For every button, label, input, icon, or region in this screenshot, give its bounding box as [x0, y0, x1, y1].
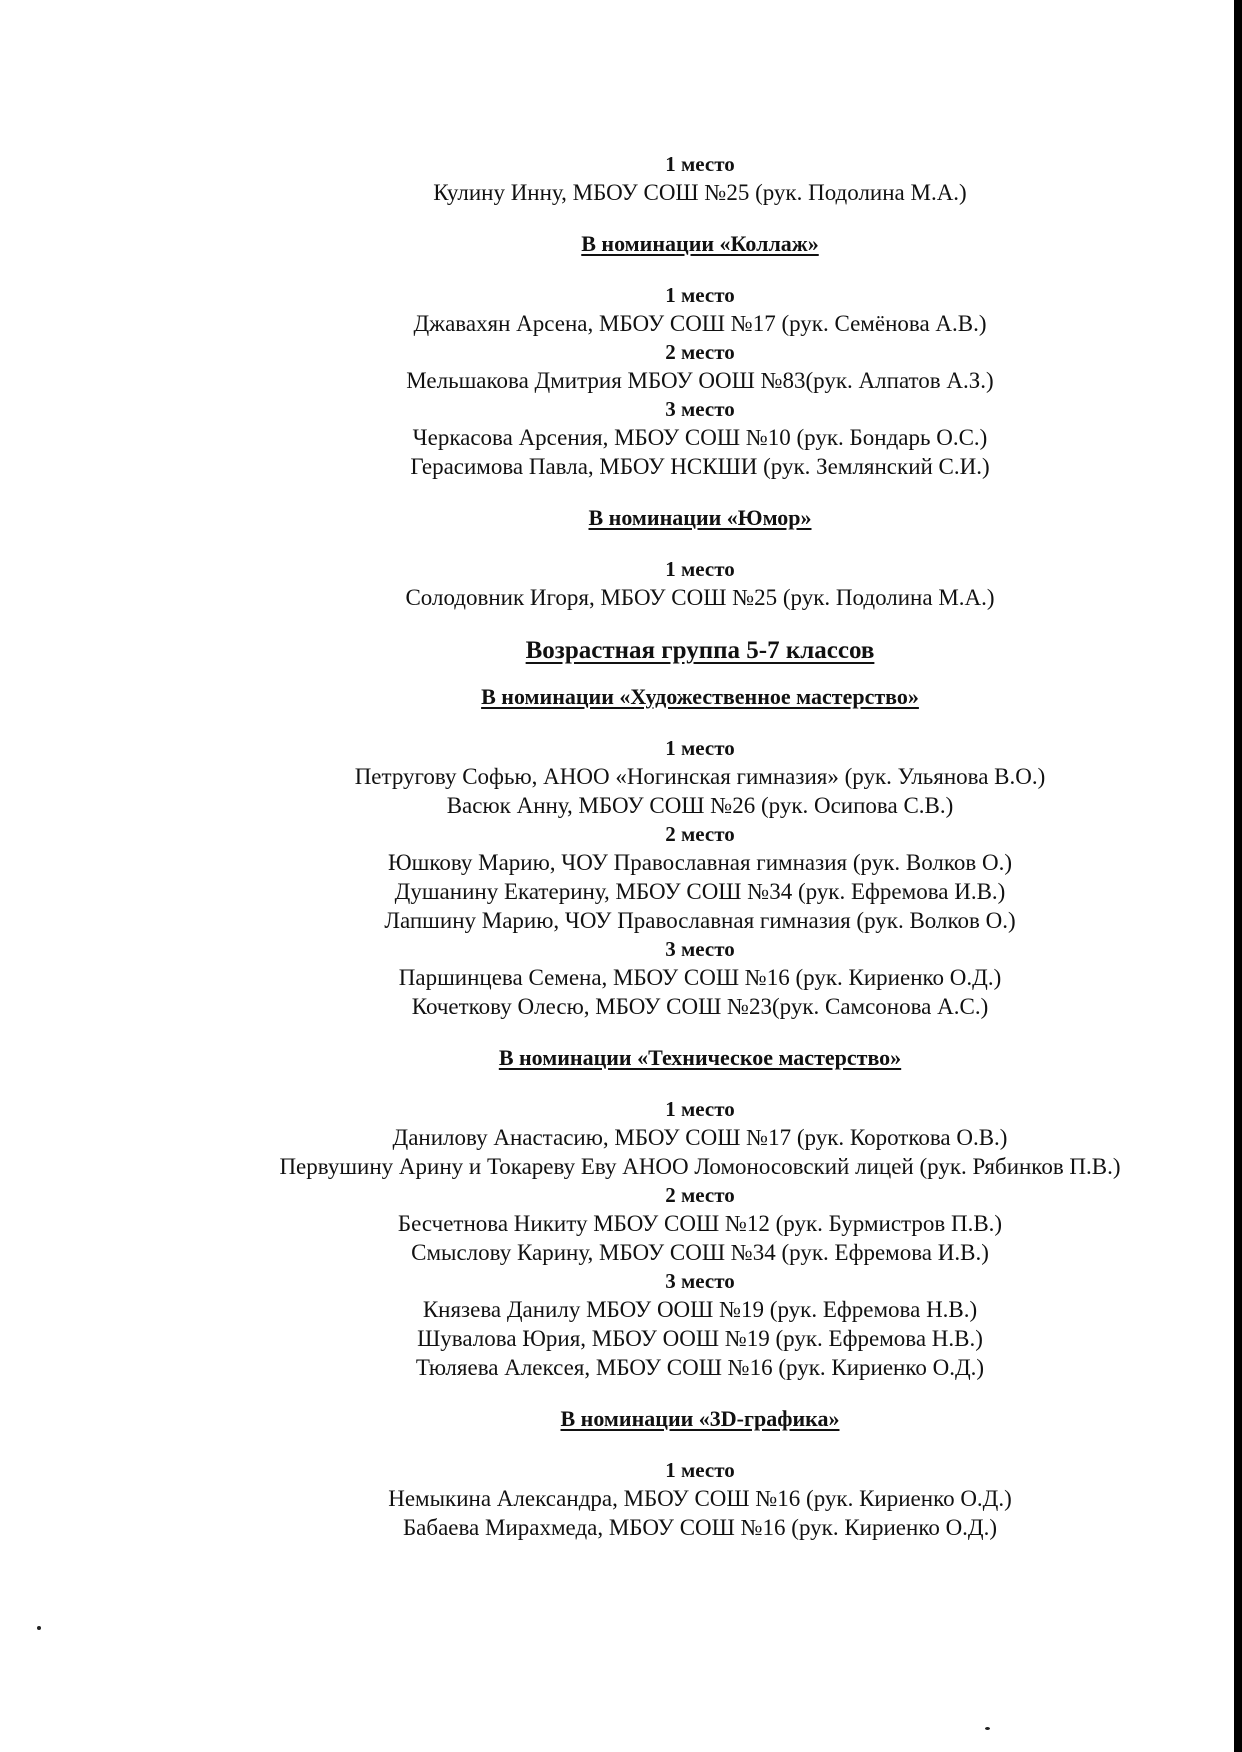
- nomination-art-title: В номинации «Художественное мастерство»: [481, 684, 919, 709]
- nomination-3d-title: В номинации «3D-графика»: [560, 1406, 840, 1431]
- winner-entry: Васюк Анну, МБОУ СОШ №26 (рук. Осипова С.В.): [446, 793, 954, 818]
- winner-entry: Солодовник Игоря, МБОУ СОШ №25 (рук. Подолина М.А.): [405, 585, 995, 610]
- winner-entry: Кулину Инну, МБОУ СОШ №25 (рук. Подолина М.А.): [433, 180, 967, 205]
- place-heading: 2 место: [665, 1183, 735, 1207]
- winner-entry: Князева Данилу МБОУ ООШ №19 (рук. Ефремова Н.В.): [422, 1297, 978, 1322]
- place-heading: 1 место: [665, 283, 735, 307]
- winner-entry: Шувалова Юрия, МБОУ ООШ №19 (рук. Ефремова Н.В.): [417, 1326, 983, 1351]
- place-heading: 1 место: [665, 152, 735, 176]
- winner-entry: Джавахян Арсена, МБОУ СОШ №17 (рук. Семёнова А.В.): [413, 311, 987, 336]
- place-heading: 1 место: [665, 557, 735, 581]
- winner-entry: Бесчетнова Никиту МБОУ СОШ №12 (рук. Бурмистров П.В.): [397, 1211, 1003, 1236]
- winner-entry: Герасимова Павла, МБОУ НСКШИ (рук. Землянский С.И.): [410, 454, 990, 479]
- winner-entry: Петругову Софью, АНОО «Ногинская гимназия» (рук. Ульянова В.О.): [354, 764, 1046, 789]
- winner-entry: Данилову Анастасию, МБОУ СОШ №17 (рук. Короткова О.В.): [392, 1125, 1008, 1150]
- place-heading: 2 место: [665, 340, 735, 364]
- age-group-title: Возрастная группа 5-7 классов: [525, 637, 875, 664]
- place-heading: 3 место: [665, 1269, 735, 1293]
- winner-entry: Бабаева Мирахмеда, МБОУ СОШ №16 (рук. Кириенко О.Д.): [402, 1515, 998, 1540]
- winner-entry: Лапшину Марию, ЧОУ Православная гимназия (рук. Волков О.): [384, 908, 1016, 933]
- nomination-collage-title: В номинации «Коллаж»: [581, 231, 819, 256]
- scan-speck: [37, 1626, 41, 1630]
- winner-entry: Немыкина Александра, МБОУ СОШ №16 (рук. Кириенко О.Д.): [388, 1486, 1012, 1511]
- nomination-humor-title: В номинации «Юмор»: [588, 505, 812, 530]
- scan-edge-shadow: [1234, 0, 1242, 1752]
- place-heading: 3 место: [665, 937, 735, 961]
- winner-entry: Душанину Екатерину, МБОУ СОШ №34 (рук. Ефремова И.В.): [394, 879, 1006, 904]
- winner-entry: Кочеткову Олесю, МБОУ СОШ №23(рук. Самсонова А.С.): [411, 994, 989, 1019]
- place-heading: 3 место: [665, 397, 735, 421]
- nomination-tech-title: В номинации «Техническое мастерство»: [498, 1045, 902, 1070]
- winner-entry: Первушину Арину и Токареву Еву АНОО Ломоносовский лицей (рук. Рябинков П.В.): [279, 1154, 1121, 1179]
- winner-entry: Черкасова Арсения, МБОУ СОШ №10 (рук. Бондарь О.С.): [412, 425, 988, 450]
- winner-entry: Тюляева Алексея, МБОУ СОШ №16 (рук. Кириенко О.Д.): [415, 1355, 985, 1380]
- winner-entry: Смыслову Карину, МБОУ СОШ №34 (рук. Ефремова И.В.): [411, 1240, 989, 1265]
- place-heading: 1 место: [665, 736, 735, 760]
- winner-entry: Юшкову Марию, ЧОУ Православная гимназия (рук. Волков О.): [387, 850, 1013, 875]
- winner-entry: Мельшакова Дмитрия МБОУ ООШ №83(рук. Алпатов А.З.): [406, 368, 994, 393]
- place-heading: 2 место: [665, 822, 735, 846]
- winner-entry: Паршинцева Семена, МБОУ СОШ №16 (рук. Кириенко О.Д.): [398, 965, 1002, 990]
- place-heading: 1 место: [665, 1458, 735, 1482]
- awards-list: [200, 150, 1200, 1542]
- scan-speck: [985, 1727, 990, 1730]
- place-heading: 1 место: [665, 1097, 735, 1121]
